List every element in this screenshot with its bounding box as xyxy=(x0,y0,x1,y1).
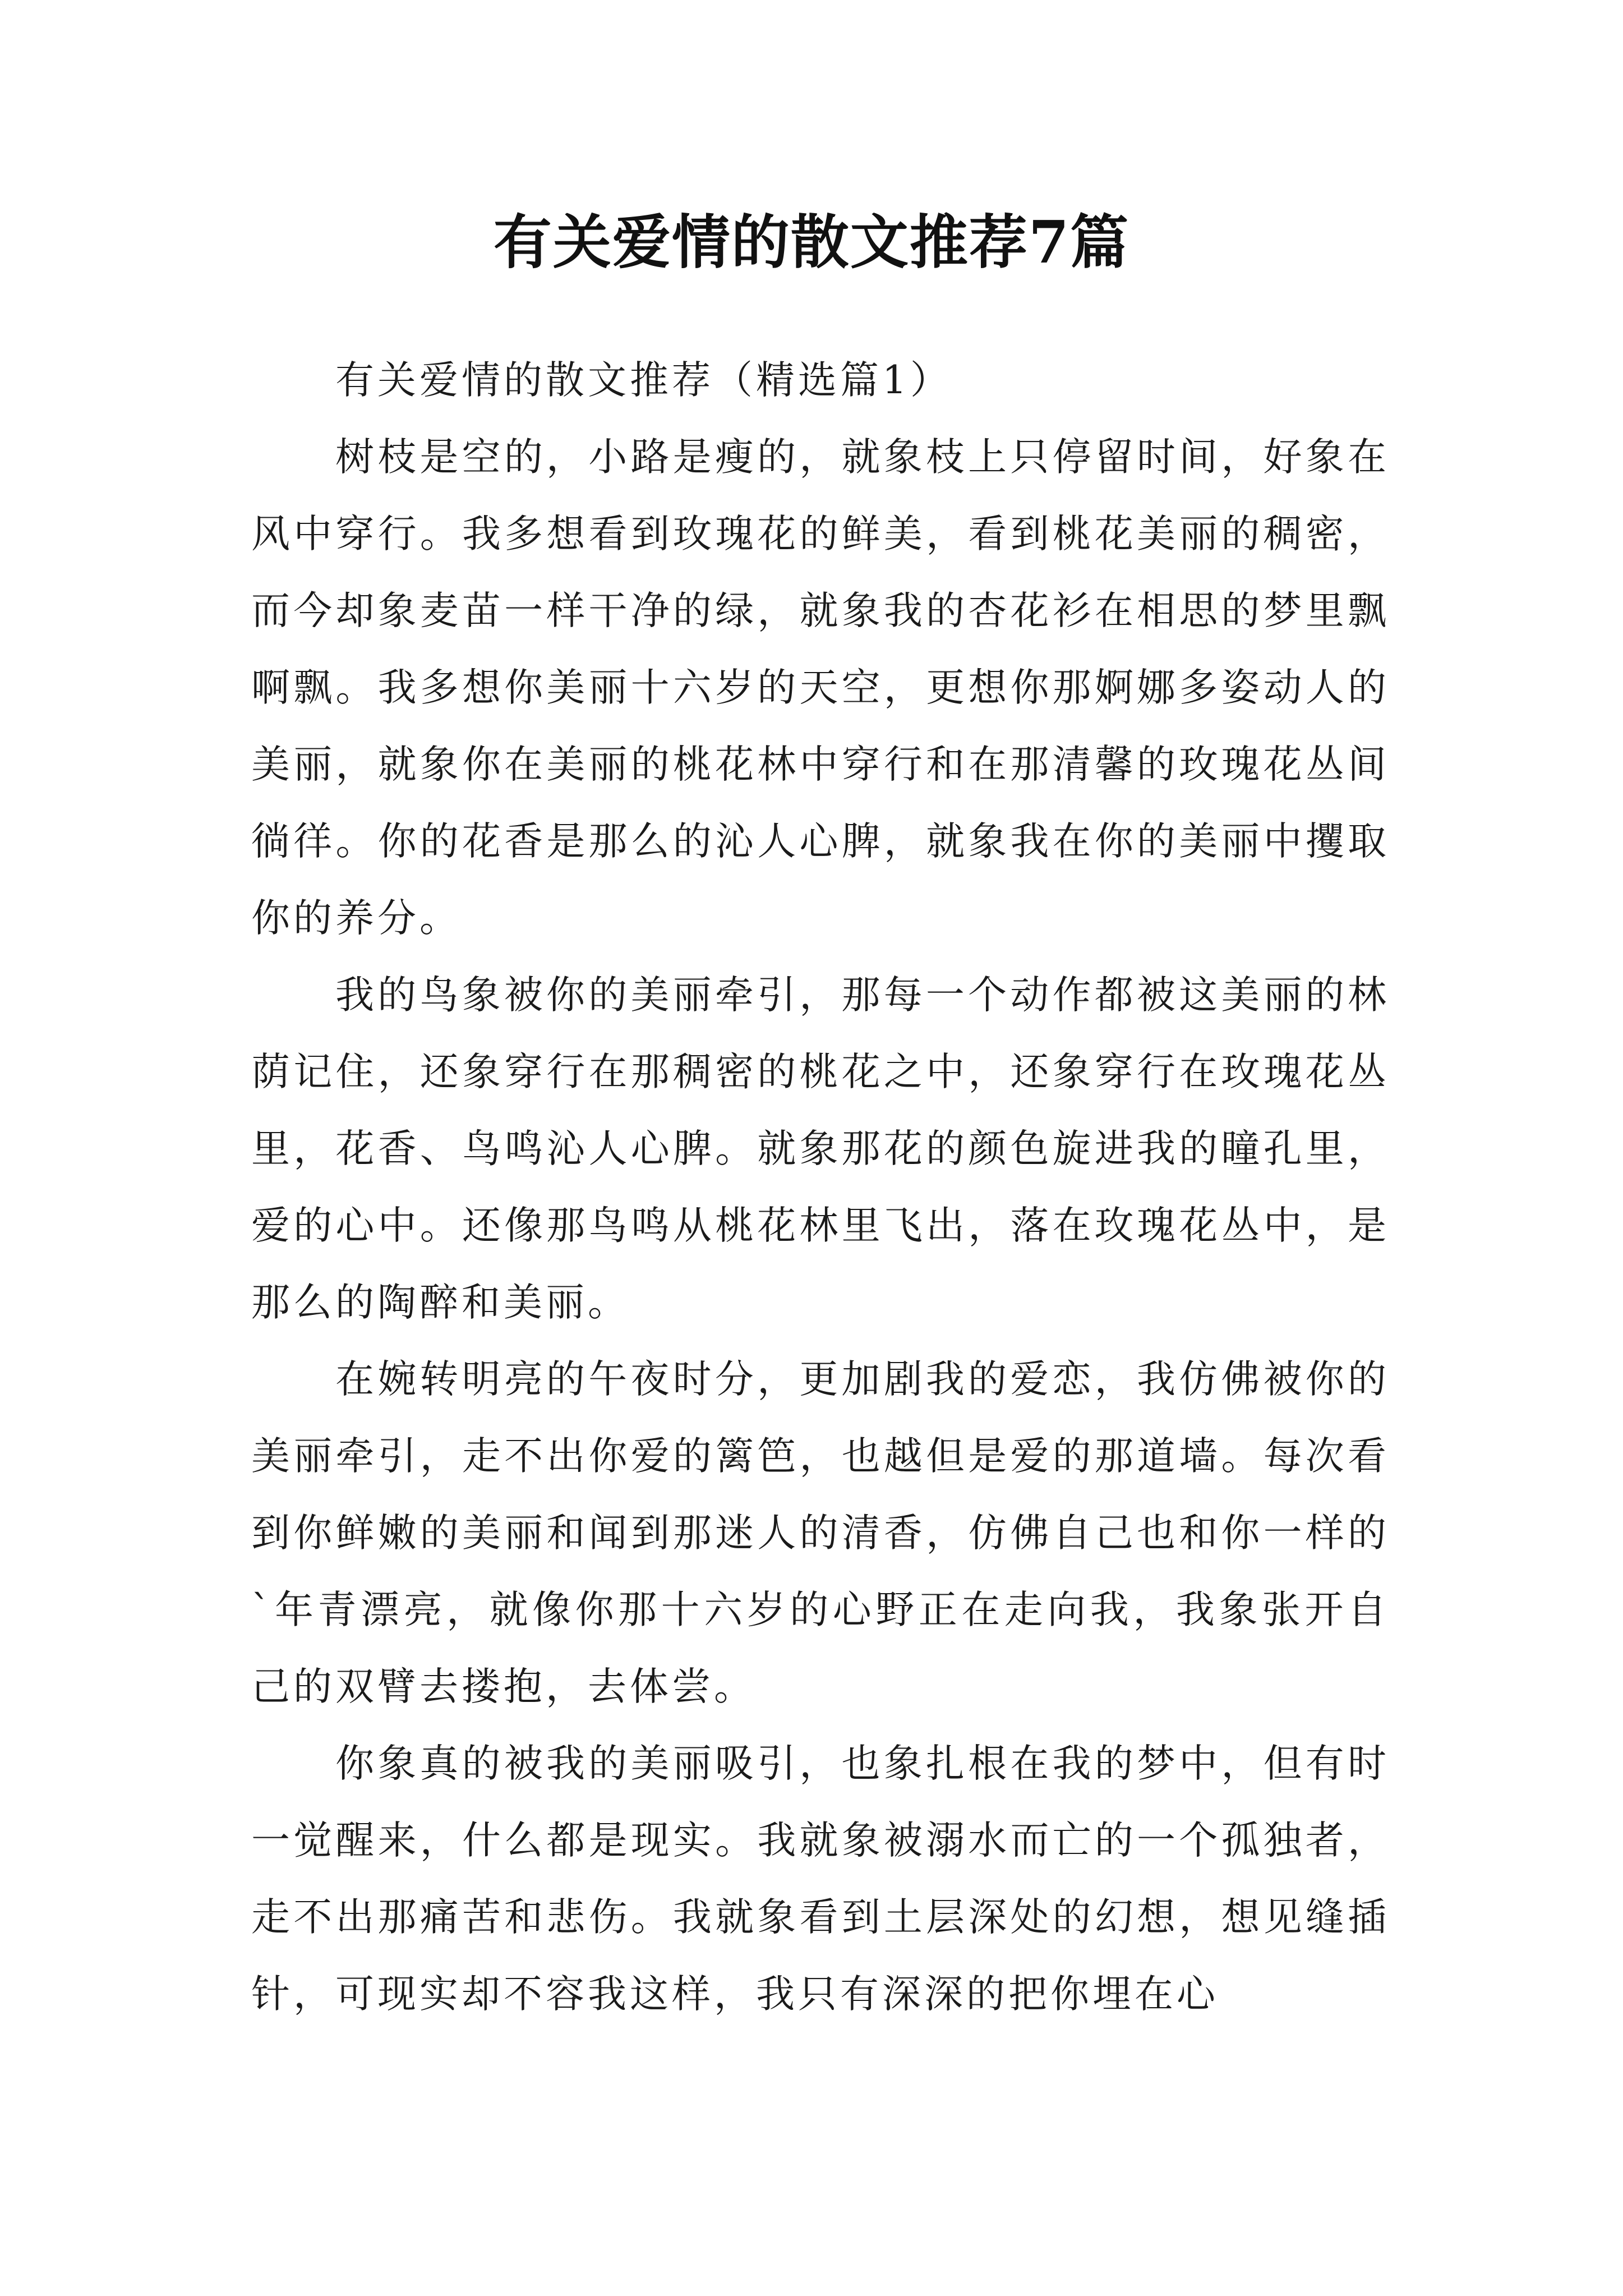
document-title: 有关爱情的散文推荐7篇 xyxy=(493,208,1130,277)
paragraph: 我的鸟象被你的美丽牵引，那每一个动作都被这美丽的林荫记住，还象穿行在那稠密的桃花之中，还象穿行在玫瑰花丛里，花香、鸟鸣沁人心脾。就象那花的颜色旋进我的瞳孔里，爱的心中。还像那鸟鸣从桃花林里飞出，落在玫瑰花丛中，是那么的陶醉和美丽。 xyxy=(251,973,1390,1325)
section-heading: 有关爱情的散文推荐（精选篇1） xyxy=(335,358,952,403)
paragraph: 在婉转明亮的午夜时分，更加剧我的爱恋，我仿佛被你的美丽牵引，走不出你爱的篱笆，也越但是爱的那道墙。每次看到你鲜嫩的美丽和闻到那迷人的清香，仿佛自己也和你一样的`年青漂亮，就像你那十六岁的心野正在走向我，我象张开自己的双臂去搂抱，去体尝。 xyxy=(251,1357,1390,1709)
paragraph: 树枝是空的，小路是瘦的，就象枝上只停留时间，好象在风中穿行。我多想看到玫瑰花的鲜美，看到桃花美丽的稠密，而今却象麦苗一样干净的绿，就象我的杏花衫在相思的梦里飘啊飘。我多想你美丽十六岁的天空，更想你那婀娜多姿动人的美丽，就象你在美丽的桃花林中穿行和在那清馨的玫瑰花丛间徜徉。你的花香是那么的沁人心脾，就象我在你的美丽中攫取你的养分。 xyxy=(251,435,1390,941)
document-body xyxy=(251,342,1390,2033)
paragraph: 你象真的被我的美丽吸引，也象扎根在我的梦中，但有时一觉醒来，什么都是现实。我就象被溺水而亡的一个孤独者，走不出那痛苦和悲伤。我就象看到土层深处的幻想，想见缝插针，可现实却不容我这样，我只有深深的把你埋在心 xyxy=(251,1741,1390,2017)
